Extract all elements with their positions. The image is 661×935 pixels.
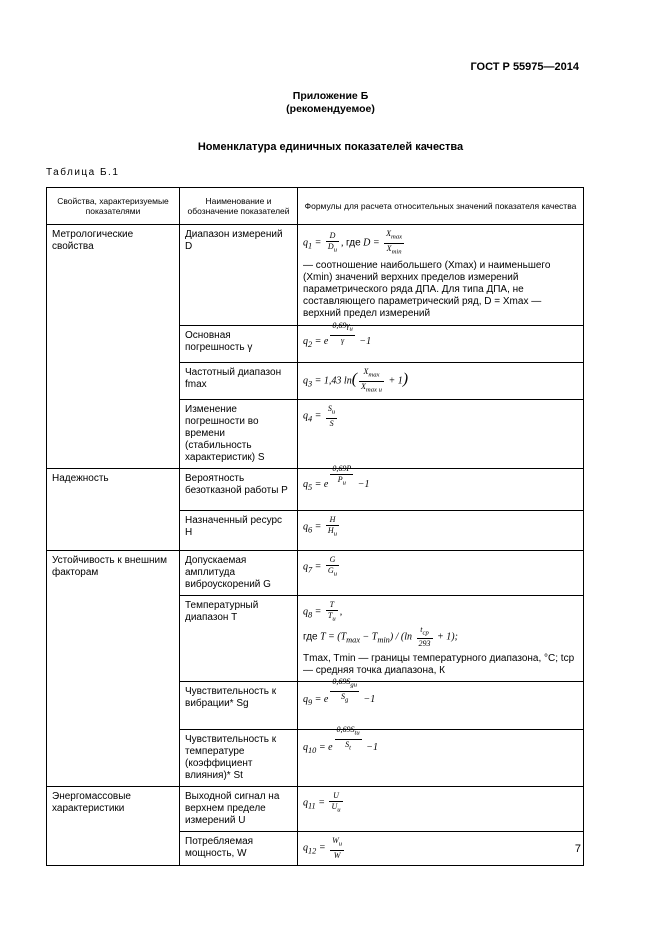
- indicator-cell: Частотный диапазон fmax: [180, 363, 298, 400]
- group-metrological: Метрологические свойства: [47, 225, 180, 469]
- formula-q1: $q_1$ = $\frac{D}{D_u}$ , где D = $X_{max}$ $X_{min}$: [303, 229, 403, 256]
- formula-cell: [298, 363, 584, 400]
- header-properties: Свойства, характеризуемые показателями: [47, 188, 180, 225]
- group-stability: Устойчивость к внешним факторам: [47, 551, 180, 787]
- indicator-cell: Назначенный ресурс H: [180, 511, 298, 551]
- indicator-cell: Чувствительность к температуре (коэффициент влияния)* St: [180, 730, 298, 787]
- indicator-cell: Диапазон измерений D: [180, 225, 298, 326]
- table-row: [47, 787, 584, 832]
- indicator-cell: Потребляемая мощность, W: [180, 832, 298, 866]
- formula-q11: $q_{11}$ = $\frac{U}{U_u}$: [303, 791, 341, 814]
- formula-cell: [298, 596, 584, 682]
- group-energy: Энергомассовые характеристики: [47, 787, 180, 866]
- table-row: [47, 469, 584, 511]
- table-header-row: [47, 188, 584, 225]
- formula-q6: $q_6$ = $\frac{H}{H_u}$: [303, 515, 338, 538]
- formula-cell: [298, 787, 584, 832]
- standard-number: ГОСТ Р 55975—2014: [470, 61, 579, 73]
- indicator-cell: Допускаемая амплитуда виброускорений G: [180, 551, 298, 596]
- formula-cell: [298, 551, 584, 596]
- indicator-cell: Основная погрешность γ: [180, 326, 298, 363]
- appendix-subtitle: (рекомендуемое): [286, 103, 375, 115]
- section-title: Номенклатура единичных показателей качества: [197, 141, 464, 153]
- formula-cell: [298, 225, 584, 326]
- quality-indicators-table: [46, 187, 584, 866]
- formula-cell: [298, 464, 584, 511]
- table-row: [47, 551, 584, 596]
- formula-q9: $q_9 = e$ $0,69S_{gu}$ $S_g$ −1: [303, 677, 376, 708]
- formula-cell: [298, 511, 584, 551]
- formula-q3: $q_3 = 1,43$ ln( $X_{max}$ $X_{max u}$ + 1): [303, 367, 409, 394]
- appendix-title: Приложение Б: [292, 90, 369, 102]
- formula-note: — соотношение наибольшего (Xmax) и наименьшего (Xmin) значений верхних пределов измерений параметрического ряда ДПА. Для типа ДПА, не составляющего параметрический ряд, D = Xmax — верхний предел измерений: [303, 260, 551, 320]
- group-reliability: Надежность: [47, 469, 180, 551]
- formula-q12: $q_{12}$ = $\frac{W_u}{W}$: [303, 836, 343, 860]
- formula-cell: [298, 677, 584, 730]
- formula-q4: $q_4$ = $\frac{S_u}{S}$: [303, 404, 336, 428]
- formula-cell: [298, 400, 584, 469]
- formula-note: Tmax, Tmin — границы температурного диапазона, °С; tср — средняя точка диапазона, К: [303, 653, 575, 677]
- formula-q8: $q_8$ = $\frac{T}{T_u}$ ,: [303, 600, 343, 623]
- indicator-cell: Чувствительность к вибрации* Sg: [180, 682, 298, 730]
- indicator-cell: Вероятность безотказной работы P: [180, 469, 298, 511]
- formula-cell: [298, 321, 584, 363]
- table-row: [47, 225, 584, 326]
- formula-q2: $q_2 = e$ $\frac{0,69\gamma_u}{\gamma}$ −1: [303, 321, 372, 350]
- indicator-cell: Температурный диапазон T: [180, 596, 298, 682]
- appendix-heading: [0, 90, 661, 116]
- header-indicators: Наименование и обозначение показателей: [180, 188, 298, 225]
- formula-t-definition: где $T = (T_{max} - T_{min}) / (\ln$ $t_{ср}$ 293 + 1);: [303, 624, 458, 649]
- indicator-cell: Изменение погрешности во времени (стабильность характеристик) S: [180, 400, 298, 469]
- header-formulas: Формулы для расчета относительных значений показателя качества: [298, 188, 584, 225]
- indicator-cell: Выходной сигнал на верхнем пределе измерений U: [180, 787, 298, 832]
- page-number: 7: [574, 843, 581, 855]
- formula-q5: $q_5 = e$ $\frac{0,69P}{P_u}$ −1: [303, 464, 370, 493]
- table-label: Таблица Б.1: [46, 167, 120, 178]
- formula-cell: [298, 832, 584, 866]
- formula-cell: [298, 725, 584, 787]
- formula-q7: $q_7$ = $\frac{G}{G_u}$: [303, 555, 338, 578]
- formula-q10: $q_{10} = e$ $0,69S_{tu}$ $S_t$ −1: [303, 725, 378, 756]
